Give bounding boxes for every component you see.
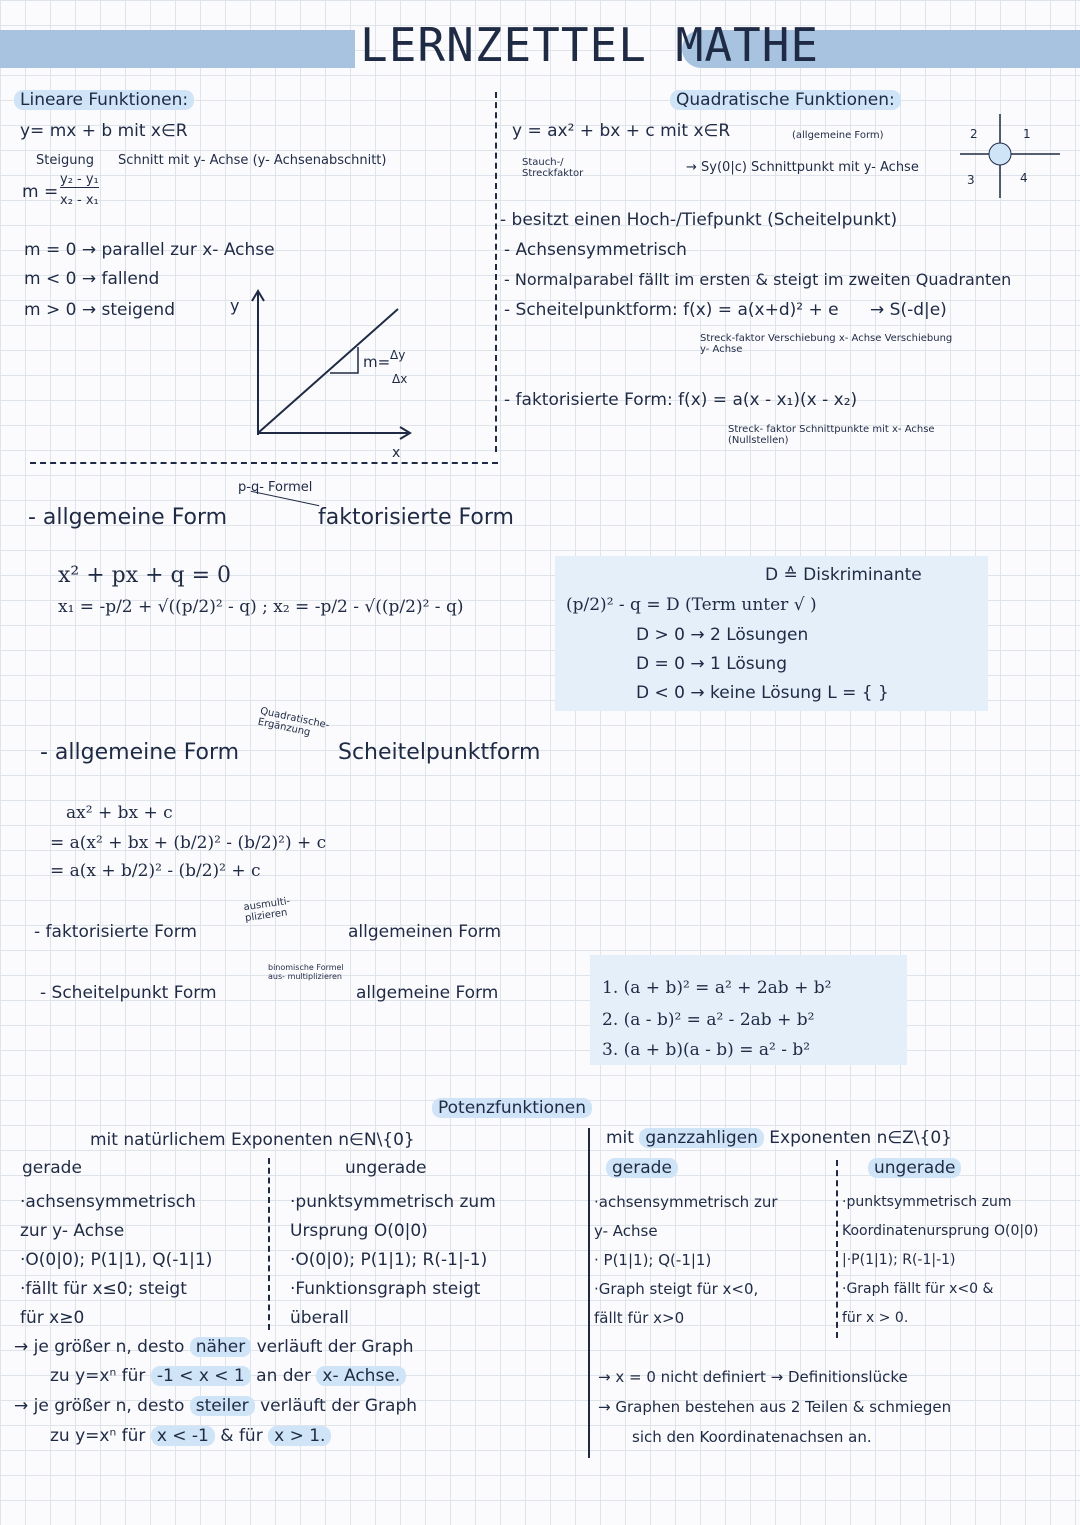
list-item: für x > 0. — [842, 1310, 909, 1326]
vertexform-arrow-label: binomische Formel aus- multiplizieren — [268, 963, 344, 981]
vertex-form-notes: Streck-faktor Verschiebung x- Achse Verschiebung y- Achse — [700, 333, 953, 355]
natural-note-2b — [50, 1426, 331, 1446]
intercept-label: Schnitt mit y- Achse (y- Achsenabschnitt) — [118, 153, 387, 168]
general-form-note: (allgemeine Form) — [792, 130, 884, 141]
note1-hl-closer: näher — [190, 1337, 251, 1357]
quad-bullet-normal-parabola: - Normalparabel fällt im ersten & steigt im zweiten Quadranten — [504, 270, 1012, 289]
quad-bullet-vertex: - besitzt einen Hoch-/Tiefpunkt (Scheitelpunkt) — [500, 210, 898, 230]
list-item: y- Achse — [594, 1222, 658, 1240]
discriminant-case-positive: D > 0 → 2 Lösungen — [636, 625, 809, 645]
discriminant-formula: (p/2)² - q = D (Term unter √ ) — [566, 595, 817, 615]
list-item: |·P(1|1); R(-1|-1) — [842, 1252, 956, 1268]
graph-x-label: x — [392, 445, 401, 460]
power-column-separator — [588, 1128, 590, 1458]
quadrant-1: 1 — [1023, 127, 1031, 141]
power-heading: Potenzfunktionen — [432, 1098, 592, 1118]
list-item: ·fällt für x≤0; steigt — [20, 1279, 187, 1299]
pq-to: faktorisierte Form — [318, 505, 514, 530]
section-divider — [30, 462, 498, 464]
graph-m-label: m= — [363, 353, 391, 371]
note1-a: → je größer n, desto — [14, 1337, 185, 1357]
note1-b: verläuft der Graph — [256, 1337, 414, 1357]
completing-line1: ax² + bx + c — [66, 803, 173, 823]
quadratic-heading: Quadratische Funktionen: — [670, 90, 901, 110]
slope-rule-negative: m < 0 → fallend — [24, 269, 160, 289]
linear-formula: y= mx + b mit x∈R — [20, 121, 188, 141]
list-item: ·Graph fällt für x<0 & — [842, 1281, 994, 1297]
list-item: fällt für x>0 — [594, 1309, 685, 1327]
natural-odd-list — [290, 1188, 496, 1333]
note2-hl-left: x < -1 — [151, 1426, 215, 1446]
integer-odd-list — [842, 1188, 1038, 1333]
m-formula-denominator: x₂ - x₁ — [60, 193, 99, 208]
graph-dy-label: Δy — [390, 348, 406, 362]
completing-line2: = a(x² + bx + (b/2)² - (b/2)²) + c — [50, 833, 327, 853]
discriminant-case-zero: D = 0 → 1 Lösung — [636, 654, 787, 674]
list-item: ·achsensymmetrisch zur — [594, 1193, 778, 1211]
completing-to: Scheitelpunktform — [338, 740, 541, 765]
pq-from: - allgemeine Form — [28, 505, 228, 530]
quadrant-4: 4 — [1020, 171, 1028, 185]
vertex-point: → S(-d|e) — [870, 300, 947, 320]
natural-note-1b — [50, 1366, 406, 1386]
integer-even-label: gerade — [606, 1158, 678, 1178]
linear-heading: Lineare Funktionen: — [14, 90, 194, 110]
integer-heading-highlight: ganzzahligen — [639, 1128, 764, 1148]
integer-separator — [836, 1160, 838, 1338]
list-item: ·Graph steigt für x<0, — [594, 1280, 759, 1298]
list-item: zur y- Achse — [20, 1221, 125, 1241]
integer-note-3: sich den Koordinatenachsen an. — [632, 1428, 872, 1446]
list-item: Koordinatenursprung O(0|0) — [842, 1223, 1039, 1239]
factorized-to: allgemeinen Form — [348, 922, 502, 942]
integer-even-list — [594, 1188, 778, 1333]
list-item: ·O(0|0); P(1|1); R(-1|-1) — [290, 1250, 488, 1270]
natural-separator — [268, 1158, 270, 1330]
slope-triangle — [330, 347, 358, 373]
quadratic-formula: y = ax² + bx + c mit x∈R — [512, 121, 731, 141]
slope-rule-zero: m = 0 → parallel zur x- Achse — [24, 240, 275, 260]
m-prefix: m = — [22, 182, 59, 202]
slope-rule-positive: m > 0 → steigend — [24, 300, 175, 320]
quad-bullet-symmetric: - Achsensymmetrisch — [504, 240, 687, 260]
discriminant-def: D ≙ Diskriminante — [765, 565, 922, 585]
list-item: ·Funktionsgraph steigt — [290, 1279, 481, 1299]
graph-dx-label: Δx — [392, 372, 408, 386]
natural-exponent-heading: mit natürlichem Exponenten n∈N\{0} — [90, 1130, 415, 1150]
stretch-factor-label: Stauch-/ Streckfaktor — [522, 157, 584, 179]
completing-from: - allgemeine Form — [40, 740, 240, 765]
natural-even-label: gerade — [22, 1158, 82, 1178]
list-item: · P(1|1); Q(-1|1) — [594, 1251, 712, 1269]
completing-line3: = a(x + b/2)² - (b/2)² + c — [50, 861, 261, 881]
integer-odd-label: ungerade — [868, 1158, 961, 1178]
pq-solution: x₁ = -p/2 + √((p/2)² - q) ; x₂ = -p/2 - √((p/2)² - q) — [58, 597, 464, 617]
column-separator-top — [495, 92, 497, 452]
integer-heading-b: Exponenten n∈Z\{0} — [769, 1128, 952, 1148]
quadrant-3: 3 — [967, 173, 975, 187]
note2-a: → je größer n, desto — [14, 1396, 185, 1416]
note2-hl-steeper: steiler — [190, 1396, 255, 1416]
binomial-formula-3: 3. (a + b)(a - b) = a² - b² — [602, 1040, 811, 1060]
quadrant-2: 2 — [970, 127, 978, 141]
linear-graph — [230, 285, 420, 460]
natural-even-list — [20, 1188, 212, 1333]
factorized-from: - faktorisierte Form — [34, 922, 197, 942]
quad-bullet-vertex-form: - Scheitelpunktform: f(x) = a(x+d)² + e — [504, 300, 839, 320]
quadrant-diagram — [955, 108, 1067, 203]
note2-hl-right: x > 1. — [268, 1426, 331, 1446]
natural-note-1 — [14, 1337, 414, 1357]
linear-line — [258, 309, 398, 433]
note1-hl-range: -1 < x < 1 — [151, 1366, 251, 1386]
factorized-form-notes: Streck- faktor Schnittpunkte mit x- Achse (Nullstellen) — [728, 424, 935, 446]
note2-d: & für — [220, 1426, 263, 1446]
integer-note-1: → x = 0 nicht definiert → Definitionslücke — [598, 1368, 908, 1386]
m-formula-numerator: y₂ - y₁ — [60, 172, 99, 187]
list-item: ·achsensymmetrisch — [20, 1192, 196, 1212]
list-item: ·O(0|0); P(1|1), Q(-1|1) — [20, 1250, 213, 1270]
slope-label: Steigung — [36, 153, 94, 168]
pq-equation: x² + px + q = 0 — [58, 563, 232, 588]
note1-hl-axis: x- Achse. — [316, 1366, 406, 1386]
natural-odd-label: ungerade — [345, 1158, 427, 1178]
list-item: überall — [290, 1308, 349, 1328]
note1-c: zu y=xⁿ für — [50, 1366, 146, 1386]
list-item: ·punktsymmetrisch zum — [842, 1194, 1012, 1210]
list-item: ·punktsymmetrisch zum — [290, 1192, 496, 1212]
pq-arrow-label: p-q- Formel — [238, 480, 313, 495]
vertexform-to: allgemeine Form — [356, 983, 499, 1003]
binomial-formula-2: 2. (a - b)² = a² - 2ab + b² — [602, 1010, 815, 1030]
factorized-arrow-label: ausmulti- plizieren — [242, 895, 291, 925]
integer-heading-a: mit — [606, 1128, 634, 1148]
note1-d: an der — [256, 1366, 311, 1386]
integer-note-2: → Graphen bestehen aus 2 Teilen & schmiegen — [598, 1398, 952, 1416]
discriminant-case-negative: D < 0 → keine Lösung L = { } — [636, 683, 889, 703]
natural-note-2 — [14, 1396, 417, 1416]
note2-b: verläuft der Graph — [260, 1396, 418, 1416]
list-item: Ursprung O(0|0) — [290, 1221, 428, 1241]
completing-arrow-label: Quadratische- Ergänzung — [256, 705, 331, 739]
graph-y-label: y — [230, 296, 240, 315]
list-item: für x≥0 — [20, 1308, 85, 1328]
quad-bullet-factorized: - faktorisierte Form: f(x) = a(x - x₁)(x - x₂) — [504, 390, 858, 410]
note2-c: zu y=xⁿ für — [50, 1426, 146, 1446]
vertexform-from: - Scheitelpunkt Form — [40, 983, 217, 1003]
integer-exponent-heading — [606, 1128, 952, 1148]
y-intercept-note: → Sy(0|c) Schnittpunkt mit y- Achse — [686, 160, 919, 175]
title-bar-left — [0, 30, 355, 68]
binomial-formula-1: 1. (a + b)² = a² + 2ab + b² — [602, 978, 832, 998]
page-title: LERNZETTEL MATHE — [360, 18, 820, 72]
